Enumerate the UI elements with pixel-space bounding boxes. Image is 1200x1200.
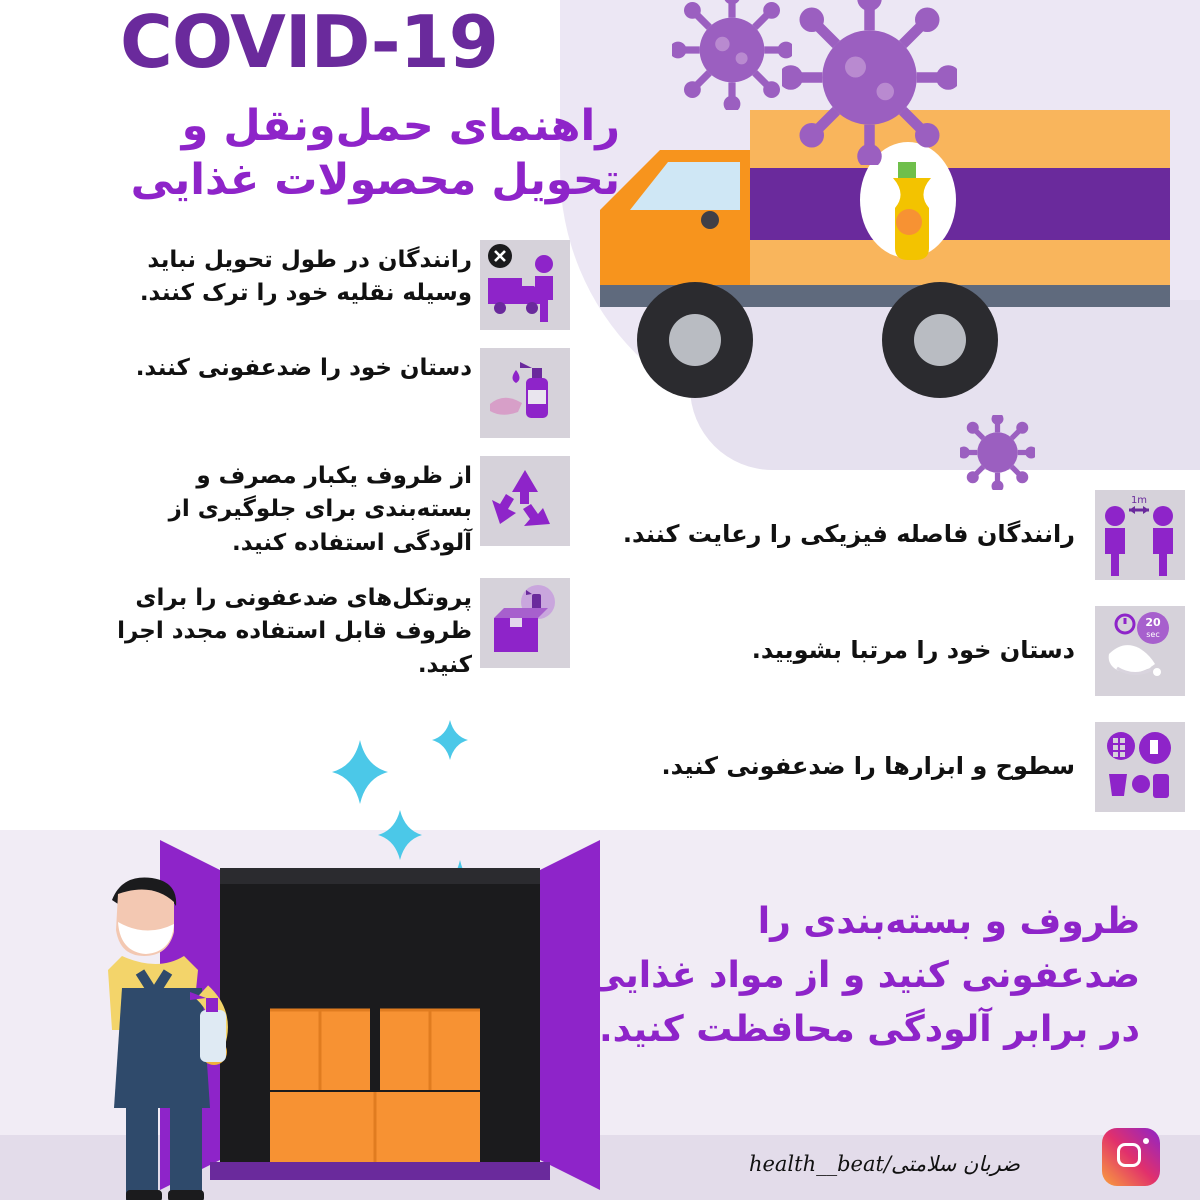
physical-distancing-icon [1095,490,1185,580]
list-item [565,722,1185,812]
virus-icon [782,0,957,165]
virus-icon [672,0,792,110]
disinfect-surfaces-icon [1095,722,1185,812]
list-item-label: رانندگان در طول تحویل نباید وسیله نقلیه خود را ترک کنند. [139,247,472,307]
recycle-icon [480,456,570,546]
list-item [565,606,1185,696]
list-item-label: دستان خود را ضدعفونی کنند. [135,355,472,381]
virus-icon [960,415,1035,490]
page-subtitle [100,100,620,208]
page-subtitle-text: راهنمای حمل‌ونقل و تحویل محصولات غذایی [130,101,620,205]
disinfect-box-icon [480,578,570,668]
list-item-label: دستان خود را مرتبا بشویید. [751,636,1075,665]
instagram-icon[interactable] [1102,1128,1160,1186]
list-item [110,240,570,330]
bottom-callout: ظروف و بسته‌بندی را ضدعفونی کنید و از مواد غذایی در برابر آلودگی محافظت کنید. [588,901,1140,1050]
list-item-label: پروتکل‌های ضدعفونی را برای ظروف قابل استفاده مجدد اجرا کنید. [117,585,472,678]
list-item-label: سطوح و ابزارها را ضدعفونی کنید. [661,752,1075,781]
hygiene-rules-list [565,490,1185,838]
list-item [110,348,570,438]
list-item [565,490,1185,580]
svg-text:sec: sec [1146,630,1160,639]
worker-illustration [60,860,260,1200]
no-truck-driver-icon [480,240,570,330]
distance-badge-label: 1m [1130,495,1148,506]
hand-sanitizer-icon [480,348,570,438]
list-item-label: رانندگان فاصله فیزیکی را رعایت کنند. [622,520,1075,549]
social-handle: ضربان سلامتی/health__beat [748,1152,1020,1176]
page-title: COVID-19 [120,0,498,84]
handwash-20sec-icon [1095,606,1185,696]
driver-rules-list [110,240,570,700]
list-item-label: از ظروف یکبار مصرف و بسته‌بندی برای جلوگیری از آلودگی استفاده کنید. [168,463,472,556]
svg-text:20: 20 [1145,616,1161,629]
list-item [110,578,570,682]
list-item [110,456,570,560]
